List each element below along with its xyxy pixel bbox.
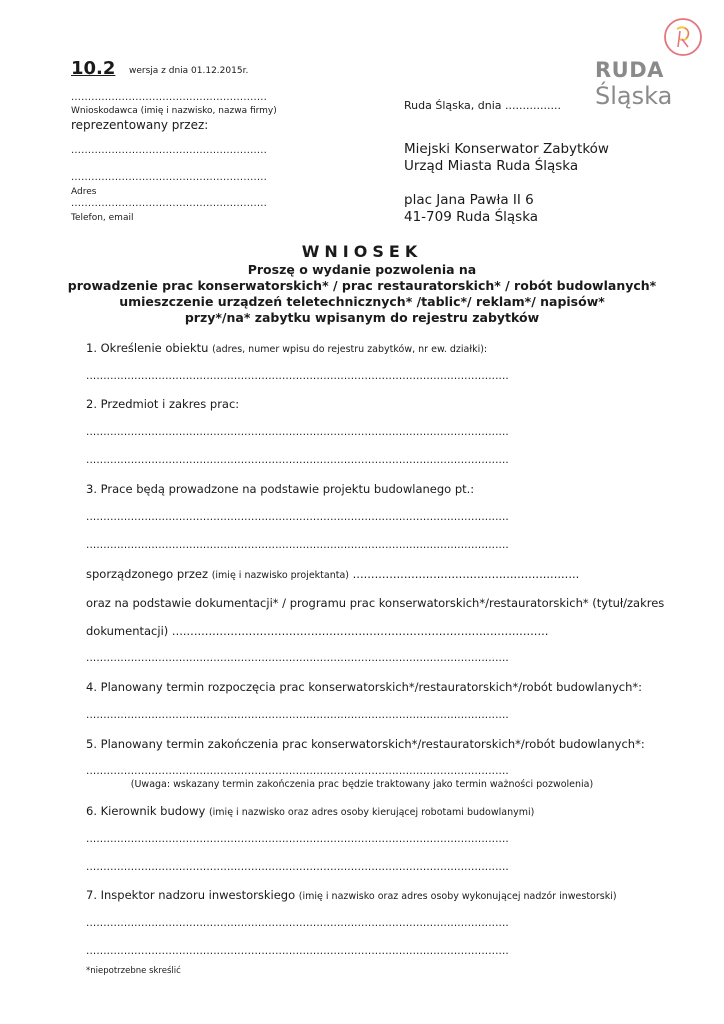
- section-4-label: 4. Planowany termin rozpoczęcia prac konserwatorskich*/restauratorskich*/robót budowlanych*:: [86, 680, 642, 694]
- section-6-fill-line-2[interactable]: ...........................................................................................................................: [86, 861, 509, 873]
- city-logo-icon: [663, 17, 703, 57]
- section-3-fill-line-1[interactable]: ...........................................................................................................................: [86, 511, 509, 523]
- title-line-4: przy*/na* zabytku wpisanym do rejestru zabytków: [184, 310, 540, 325]
- section-6-title: 6. Kierownik budowy: [86, 804, 206, 818]
- form-number: 10.2: [71, 58, 116, 79]
- section-6-hint: (imię i nazwisko oraz adres osoby kierującej robotami budowlanymi): [208, 807, 535, 818]
- phone-field[interactable]: ..........................................................: [71, 198, 267, 209]
- section-6-fill-line-1[interactable]: ...........................................................................................................................: [86, 833, 509, 845]
- section-1-fill-line[interactable]: ...........................................................................................................................: [86, 370, 509, 382]
- address-label: Adres: [71, 187, 97, 197]
- section-3-designer: [86, 567, 579, 581]
- section-5-label: 5. Planowany termin zakończenia prac konserwatorskich*/restauratorskich*/robót budowlanych*:: [86, 737, 645, 751]
- section-7-fill-line-2[interactable]: ...........................................................................................................................: [86, 945, 509, 957]
- section-1-title: 1. Określenie obiektu: [86, 341, 209, 355]
- section-5-note: (Uwaga: wskazany termin zakończenia prac będzie traktowany jako termin ważności pozwolenia): [130, 779, 594, 790]
- title-line-1: Proszę o wydanie pozwolenia na: [247, 262, 477, 277]
- represented-by-label: reprezentowany przez:: [71, 118, 209, 132]
- version-text: wersja z dnia 01.12.2015r.: [129, 66, 249, 76]
- document-title: WNIOSEK: [301, 242, 423, 261]
- section-1-label: [86, 341, 487, 355]
- place-date-field[interactable]: Ruda Śląska, dnia ................: [404, 99, 561, 112]
- address-field[interactable]: ..........................................................: [71, 172, 267, 183]
- designer-hint: (imię i nazwisko projektanta): [211, 570, 349, 581]
- section-5-fill-line[interactable]: ...........................................................................................................................: [86, 765, 509, 777]
- recipient-line-2: Urząd Miasta Ruda Śląska: [404, 158, 579, 174]
- applicant-name-label: Wnioskodawca (imię i nazwisko, nazwa firmy): [71, 106, 277, 116]
- section-7-title: 7. Inspektor nadzoru inwestorskiego: [86, 888, 296, 902]
- section-7-fill-line-1[interactable]: ...........................................................................................................................: [86, 917, 509, 929]
- recipient-line-1: Miejski Konserwator Zabytków: [404, 141, 609, 157]
- section-2-label: 2. Przedmiot i zakres prac:: [86, 397, 240, 411]
- section-6-label: [86, 804, 534, 818]
- section-3-fill-line-2[interactable]: ...........................................................................................................................: [86, 539, 509, 551]
- phone-label: Telefon, email: [71, 213, 134, 223]
- recipient-line-3: plac Jana Pawła II 6: [404, 192, 534, 208]
- title-line-3: umieszczenie urządzeń teletechnicznych* /tablic*/ reklam*/ napisów*: [119, 294, 605, 309]
- section-7-label: [86, 888, 617, 902]
- footnote: *niepotrzebne skreślić: [86, 966, 181, 976]
- section-3-label: 3. Prace będą prowadzone na podstawie projektu budowlanego pt.:: [86, 482, 475, 496]
- section-3-docs-field[interactable]: dokumentacji) .......................................................................................................: [86, 624, 549, 638]
- designer-field[interactable]: ..............................................................: [352, 567, 580, 581]
- section-3-fill-line-3[interactable]: ...........................................................................................................................: [86, 652, 509, 664]
- applicant-name-field[interactable]: ..........................................................: [71, 92, 267, 103]
- section-7-hint: (imię i nazwisko oraz adres osoby wykonującej nadzór inwestorski): [298, 891, 617, 902]
- logo-slaska-text: Śląska: [595, 82, 673, 110]
- designer-label: sporządzonego przez: [86, 567, 209, 581]
- section-3-docs-line: oraz na podstawie dokumentacji* / programu prac konserwatorskich*/restauratorskich* (tytuł/zakres: [86, 596, 665, 610]
- section-1-hint: (adres, numer wpisu do rejestru zabytków, nr ew. działki):: [212, 344, 488, 355]
- section-2-fill-line-1[interactable]: ...........................................................................................................................: [86, 426, 509, 438]
- section-4-fill-line[interactable]: ...........................................................................................................................: [86, 709, 509, 721]
- recipient-line-4: 41-709 Ruda Śląska: [404, 209, 539, 225]
- title-line-2: prowadzenie prac konserwatorskich* / prac restauratorskich* / robót budowlanych*: [67, 278, 657, 293]
- section-2-fill-line-2[interactable]: ...........................................................................................................................: [86, 454, 509, 466]
- representative-field[interactable]: ..........................................................: [71, 145, 267, 156]
- logo-ruda-text: RUDA: [595, 58, 664, 82]
